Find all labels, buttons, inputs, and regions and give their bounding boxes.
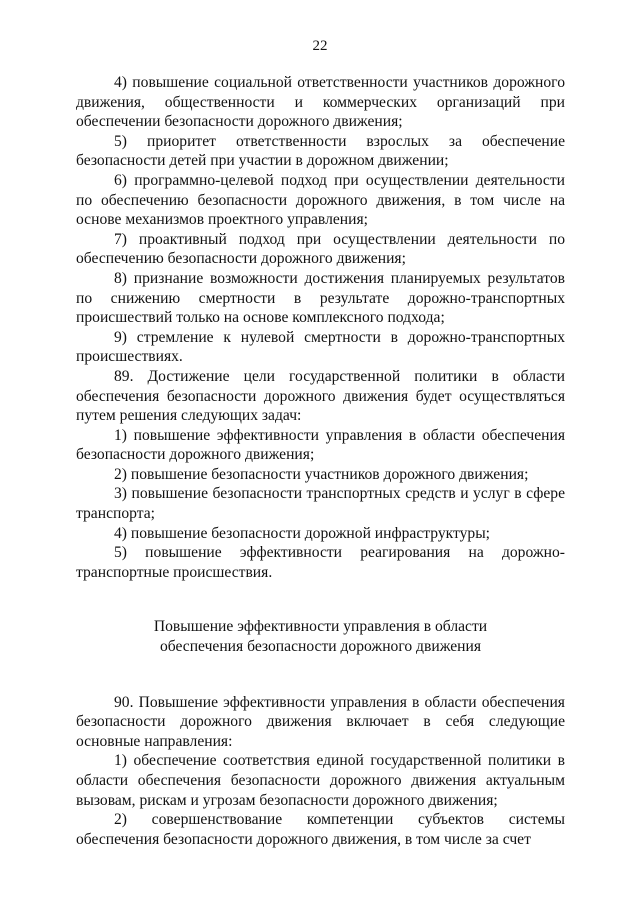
- section-heading: [76, 617, 565, 656]
- document-body: [76, 73, 565, 849]
- direction-1-policy-compliance: 1) обеспечение соответствия единой государственной политики в области обеспечения безопасности дорожного движения актуальным вызовам, рискам и угрозам безопасности дорожного движения;: [76, 752, 565, 809]
- item-8-comprehensive-approach: 8) признание возможности достижения планируемых результатов по снижению смертности в результате дорожно-транспортных происшествий только на основе комплексного подхода;: [76, 269, 565, 327]
- task-4-infrastructure: 4) повышение безопасности дорожной инфраструктуры;: [114, 524, 491, 542]
- item-5-child-safety-priority: 5) приоритет ответственности взрослых за обеспечение безопасности детей при участии в дорожном движении;: [76, 132, 565, 170]
- section-90-intro: 90. Повышение эффективности управления в области обеспечения безопасности дорожного движения включает в себя следующие основные направления:: [76, 693, 565, 750]
- section-heading-line-1: Повышение эффективности управления в области: [153, 618, 488, 636]
- task-5-response: 5) повышение эффективности реагирования на дорожно-транспортные происшествия.: [76, 544, 565, 581]
- item-7-proactive-approach: 7) проактивный подход при осуществлении деятельности по обеспечению безопасности дорожного движения;: [76, 230, 565, 268]
- task-2-participants: 2) повышение безопасности участников дорожного движения;: [114, 465, 529, 483]
- section-89-intro: 89. Достижение цели государственной политики в области обеспечения безопасности дорожного движения будет осуществляться путем решения следующих задач:: [76, 367, 565, 425]
- item-9-zero-mortality: 9) стремление к нулевой смертности в дорожно-транспортных происшествиях.: [76, 328, 565, 366]
- page-number: 22: [312, 38, 328, 54]
- section-heading-line-2: обеспечения безопасности дорожного движения: [159, 638, 482, 656]
- item-6-program-target-approach: 6) программно-целевой подход при осуществлении деятельности по обеспечению безопасности дорожного движения, в том числе на основе механизмов проектного управления;: [76, 171, 565, 229]
- item-4-social-responsibility: 4) повышение социальной ответственности участников дорожного движения, общественности и коммерческих организаций при обеспечении безопасности дорожного движения;: [76, 74, 565, 131]
- direction-2-competence: 2) совершенствование компетенции субъектов системы обеспечения безопасности дорожного движения, в том числе за счет: [76, 811, 565, 848]
- task-1-management: 1) повышение эффективности управления в области обеспечения безопасности дорожного движения;: [76, 426, 565, 464]
- task-3-vehicles: 3) повышение безопасности транспортных средств и услуг в сфере транспорта;: [76, 485, 565, 523]
